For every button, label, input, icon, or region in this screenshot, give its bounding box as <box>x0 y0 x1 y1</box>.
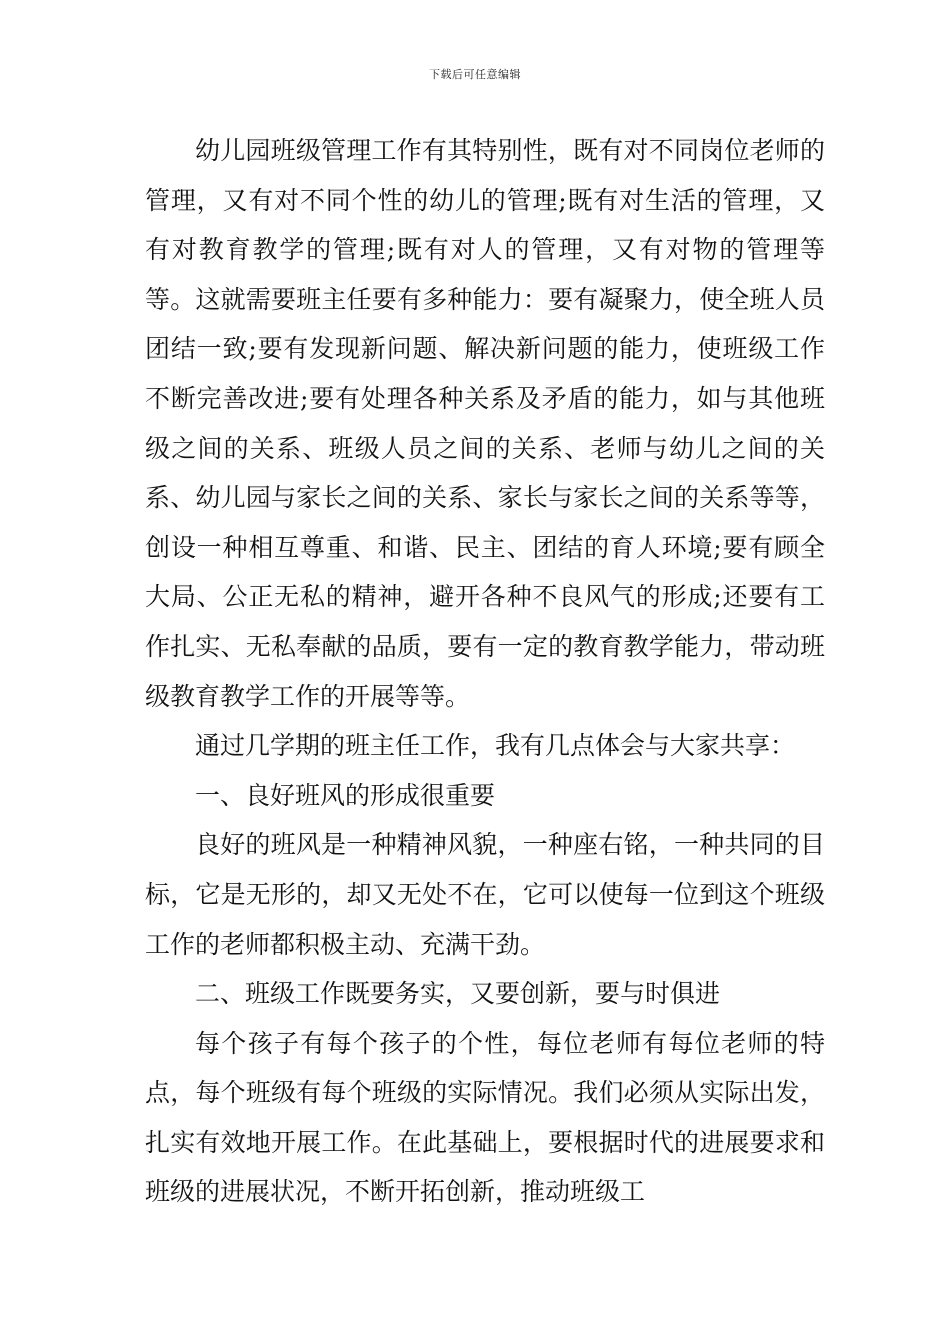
paragraph-class-management: 幼儿园班级管理工作有其特别性，既有对不同岗位老师的管理，又有对不同个性的幼儿的管理;既有对生活的管理，又有对教育教学的管理;既有对人的管理，又有对物的管理等等。这就需要班主任要有多种能力：要有凝聚力，使全班人员团结一致;要有发现新问题、解决新问题的能力，使班级工作不断完善改进;要有处理各种关系及矛盾的能力，如与其他班级之间的关系、班级人员之间的关系、老师与幼儿之间的关系、幼儿园与家长之间的关系、家长与家长之间的关系等等，创设一种相互尊重、和谐、民主、团结的育人环境;要有顾全大局、公正无私的精神，避开各种不良风气的形成;还要有工作扎实、无私奉献的品质，要有一定的教育教学能力，带动班级教育教学工作的开展等等。 <box>145 136 825 711</box>
document-body <box>145 126 825 1217</box>
heading-point-two: 二、班级工作既要务实，又要创新，要与时俱进 <box>195 979 721 1009</box>
heading-point-one: 一、良好班风的形成很重要 <box>195 780 496 810</box>
paragraph-experience-intro: 通过几学期的班主任工作，我有几点体会与大家共享： <box>195 731 796 761</box>
header-note: 下载后可任意编辑 <box>429 68 521 81</box>
paragraph-innovation: 每个孩子有每个孩子的个性，每位老师有每位老师的特点，每个班级有每个班级的实际情况。我们必须从实际出发，扎实有效地开展工作。在此基础上，要根据时代的进展要求和班级的进展状况，不断开拓创新，推动班级工 <box>145 1028 825 1207</box>
paragraph-class-style: 良好的班风是一种精神风貌，一种座右铭，一种共同的目标，它是无形的，却又无处不在，它可以使每一位到这个班级工作的老师都积极主动、充满干劲。 <box>145 830 825 959</box>
